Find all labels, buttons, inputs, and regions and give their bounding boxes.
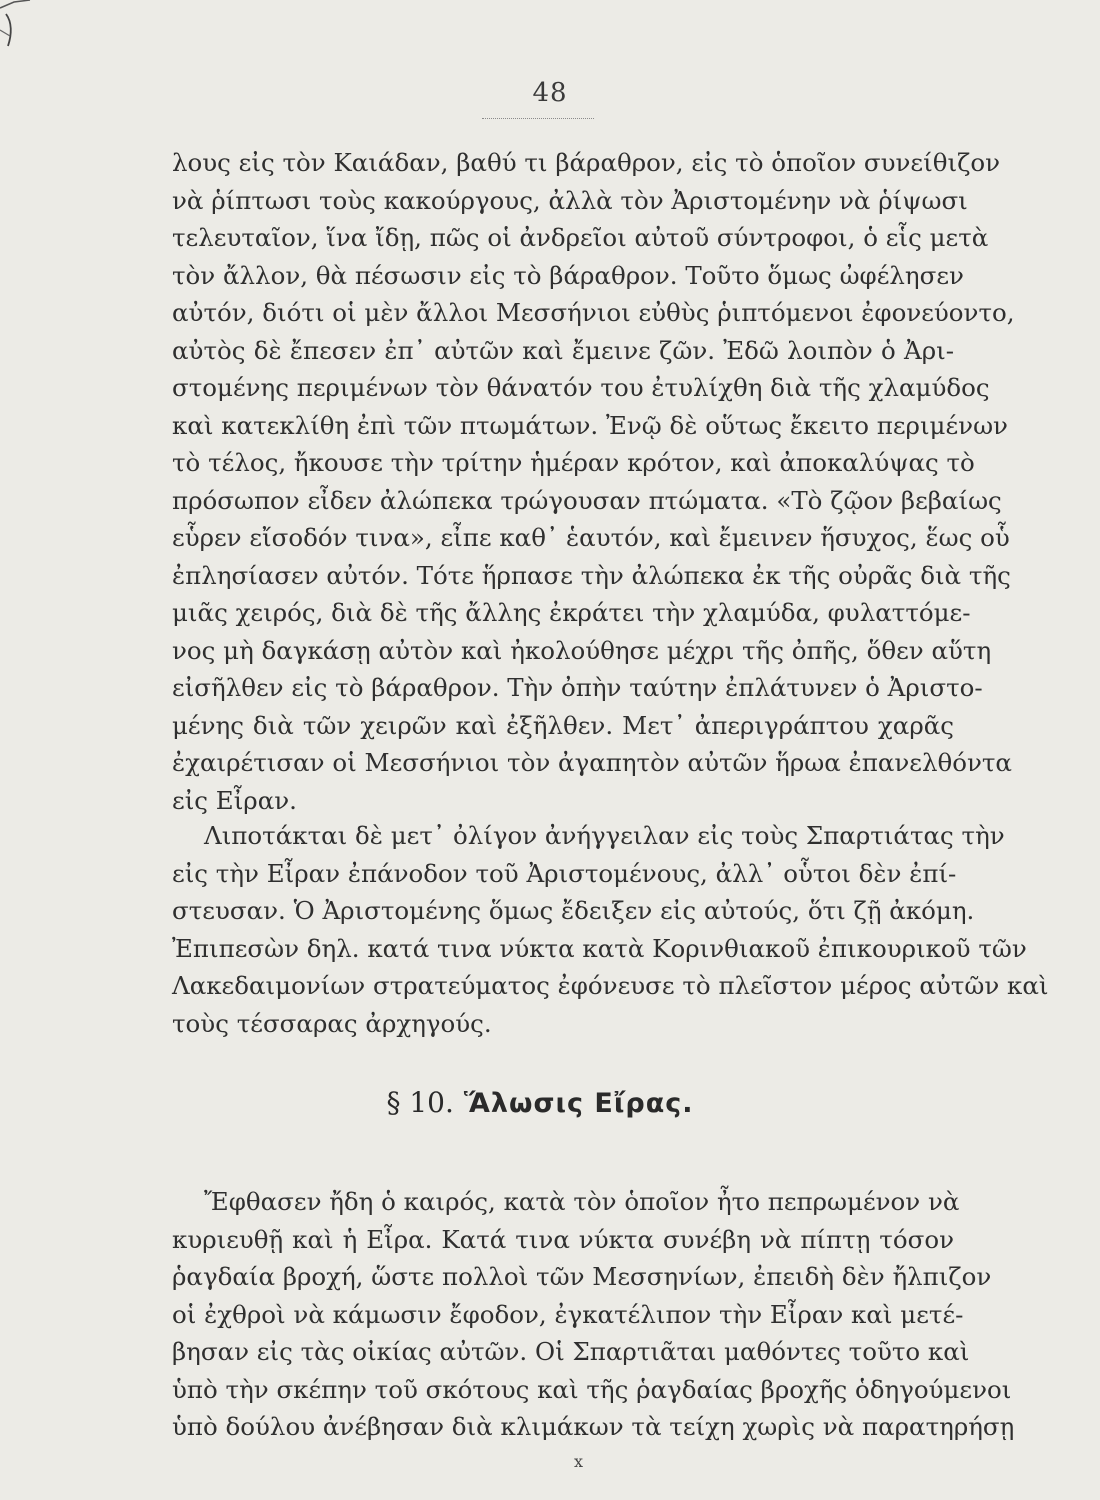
text-line: ἐχαιρέτισαν οἱ Μεσσήνιοι τὸν ἀγαπητὸν αὐτῶν ἥρωα ἐπανελθόντα xyxy=(172,748,1012,777)
text-line: Ἔφθασεν ἤδη ὁ καιρός, κατὰ τὸν ὁποῖον ἦτο πεπρωμένον νὰ xyxy=(204,1187,960,1216)
text-line: ὑπὸ τὴν σκέπην τοῦ σκότους καὶ τῆς ῥαγδαίας βροχῆς ὁδηγούμενοι xyxy=(172,1374,1012,1404)
text-line: εἰσῆλθεν εἰς τὸ βάραθρον. Τὴν ὀπὴν ταύτην ἐπλάτυνεν ὁ Ἀριστο- xyxy=(172,673,983,702)
paragraph-1 xyxy=(172,144,1015,819)
text-line: αὐτὸς δὲ ἔπεσεν ἐπ᾽ αὐτῶν καὶ ἔμεινε ζῶν. Ἐδῶ λοιπὸν ὁ Ἀρι- xyxy=(172,335,954,365)
paragraph-3 xyxy=(172,1183,1015,1446)
page-number-rule xyxy=(482,118,594,119)
section-heading xyxy=(0,1086,1080,1119)
text-line: ὑπὸ δούλου ἀνέβησαν διὰ κλιμάκων τὰ τείχη χωρὶς νὰ παρατηρήσῃ xyxy=(172,1412,1015,1441)
text-line: πρόσωπον εἶδεν ἀλώπεκα τρώγουσαν πτώματα. «Τὸ ζῷον βεβαίως xyxy=(172,485,1002,515)
page-number: 48 xyxy=(532,78,568,108)
text-line: τὸ τέλος, ἤκουσε τὴν τρίτην ἡμέραν κρότον, καὶ ἀποκαλύψας τὸ xyxy=(172,448,975,477)
text-line: αὐτόν, διότι οἱ μὲν ἄλλοι Μεσσήνιοι εὐθὺς ῥιπτόμενοι ἐφονεύοντο, xyxy=(172,298,1015,327)
text-line: μιᾶς χειρός, διὰ δὲ τῆς ἄλλης ἐκράτει τὴν χλαμύδα, φυλαττόμε- xyxy=(172,598,971,627)
text-line: λους εἰς τὸν Καιάδαν, βαθύ τι βάραθρον, εἰς τὸ ὁποῖον συνείθιζον xyxy=(172,148,1000,177)
paragraph-2 xyxy=(172,817,1049,1042)
text-line: Ἐπιπεσὼν δηλ. κατά τινα νύκτα κατὰ Κορινθιακοῦ ἐπικουρικοῦ τῶν xyxy=(172,933,1027,963)
text-line: εἰς Εἶραν. xyxy=(172,785,297,815)
text-line: Λακεδαιμονίων στρατεύματος ἐφόνευσε τὸ πλεῖστον μέρος αὐτῶν καὶ xyxy=(172,971,1049,1000)
text-line: στομένης περιμένων τὸν θάνατόν του ἐτυλίχθη διὰ τῆς χλαμύδος xyxy=(172,373,990,402)
text-line: τελευταῖον, ἵνα ἴδῃ, πῶς οἱ ἀνδρεῖοι αὐτοῦ σύντροφοι, ὁ εἷς μετὰ xyxy=(172,223,989,252)
footer-mark: x xyxy=(574,1452,584,1471)
corner-pencil-mark xyxy=(0,0,40,48)
text-line: Λιποτάκται δὲ μετ᾽ ὀλίγον ἀνήγγειλαν εἰς τοὺς Σπαρτιάτας τὴν xyxy=(204,821,1005,850)
text-line: εἰς τὴν Εἶραν ἐπάνοδον τοῦ Ἀριστομένους, ἀλλ᾽ οὗτοι δὲν ἐπί- xyxy=(172,858,957,888)
text-line: ἐπλησίασεν αὐτόν. Τότε ἥρπασε τὴν ἀλώπεκα ἐκ τῆς οὐρᾶς διὰ τῆς xyxy=(172,560,1011,590)
section-title: Ἅλωσις Εἴρας. xyxy=(463,1088,694,1119)
text-line: τὸν ἄλλον, θὰ πέσωσιν εἰς τὸ βάραθρον. Τοῦτο ὅμως ὠφέλησεν xyxy=(172,260,964,290)
text-line: στευσαν. Ὁ Ἀριστομένης ὅμως ἔδειξεν εἰς αὐτούς, ὅτι ζῇ ἀκόμη. xyxy=(172,896,975,925)
section-number: § 10. xyxy=(386,1086,454,1119)
text-line: μένης διὰ τῶν χειρῶν καὶ ἐξῆλθεν. Μετ᾽ ἀπεριγράπτου χαρᾶς xyxy=(172,710,954,740)
text-line: καὶ κατεκλίθη ἐπὶ τῶν πτωμάτων. Ἐνῷ δὲ οὕτως ἔκειτο περιμένων xyxy=(172,410,1008,440)
text-line: ῥαγδαία βροχή, ὥστε πολλοὶ τῶν Μεσσηνίων, ἐπειδὴ δὲν ἤλπιζον xyxy=(172,1262,992,1291)
text-line: οἱ ἐχθροὶ νὰ κάμωσιν ἔφοδον, ἐγκατέλιπον τὴν Εἶραν καὶ μετέ- xyxy=(172,1299,964,1329)
text-line: νὰ ῥίπτωσι τοὺς κακούργους, ἀλλὰ τὸν Ἀριστομένην νὰ ῥίψωσι xyxy=(172,185,968,215)
text-line: κυριευθῇ καὶ ἡ Εἶρα. Κατά τινα νύκτα συνέβη νὰ πίπτῃ τόσον xyxy=(172,1224,954,1254)
text-line: τοὺς τέσσαρας ἀρχηγούς. xyxy=(172,1008,492,1038)
text-line: νος μὴ δαγκάσῃ αὐτὸν καὶ ἠκολούθησε μέχρι τῆς ὀπῆς, ὅθεν αὕτη xyxy=(172,635,992,665)
text-line: βησαν εἰς τὰς οἰκίας αὐτῶν. Οἱ Σπαρτιᾶται μαθόντες τοῦτο καὶ xyxy=(172,1337,970,1366)
text-line: εὗρεν εἴσοδόν τινα», εἶπε καθ᾽ ἑαυτόν, καὶ ἔμεινεν ἥσυχος, ἕως οὗ xyxy=(172,523,1010,552)
